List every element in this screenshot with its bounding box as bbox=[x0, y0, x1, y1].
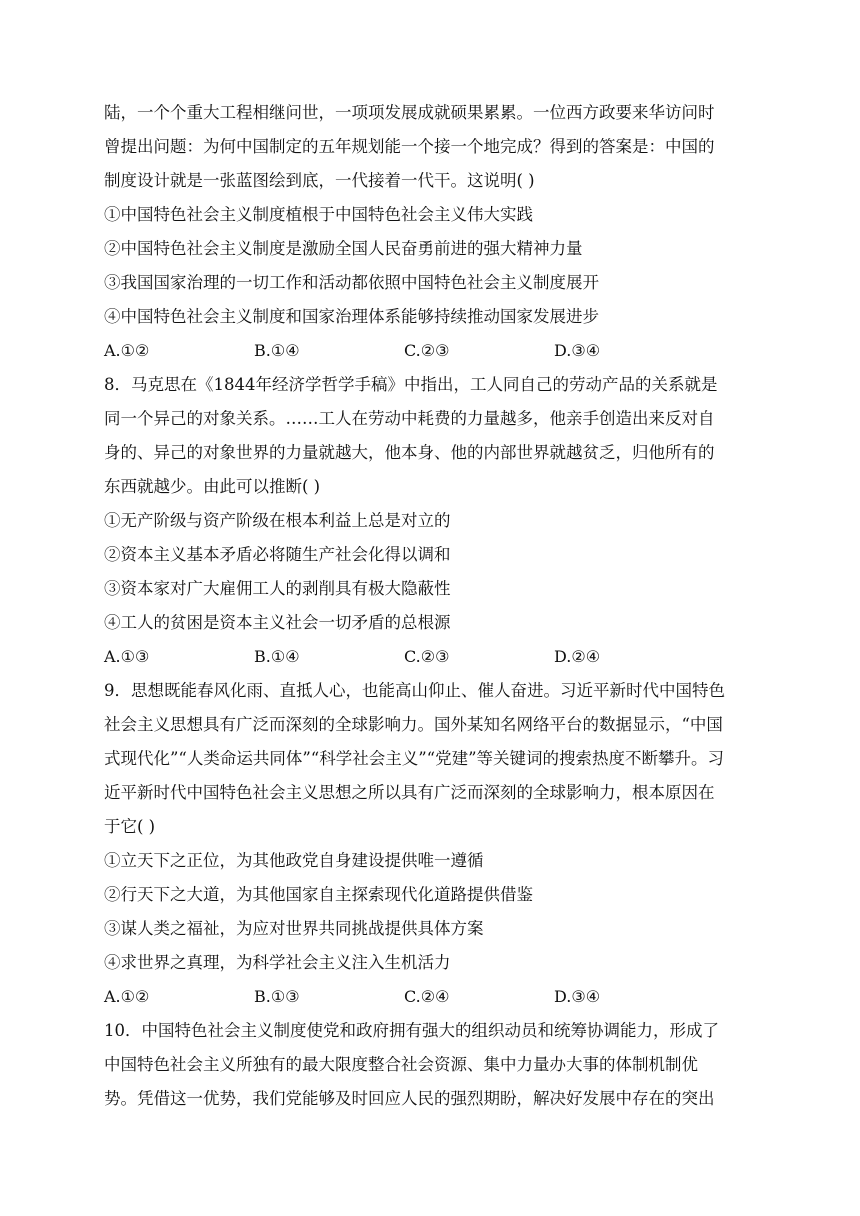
q7-stem-line: 制度设计就是一张蓝图绘到底，一代接着一代干。这说明( ) bbox=[104, 171, 535, 190]
q9-item: ①立天下之正位，为其他政党自身建设提供唯一遵循 bbox=[104, 851, 484, 870]
q10-stem-line: 中国特色社会主义所独有的最大限度整合社会资源、集中力量办大事的体制机制优 bbox=[104, 1055, 698, 1074]
q8-options bbox=[104, 640, 754, 674]
q7-item: ④中国特色社会主义制度和国家治理体系能够持续推动国家发展进步 bbox=[104, 307, 599, 326]
q8-item: ④工人的贫困是资本主义社会一切矛盾的总根源 bbox=[104, 613, 451, 632]
q8-stem-line: 8．马克思在《1844年经济学哲学手稿》中指出，工人同自己的劳动产品的关系就是 bbox=[104, 375, 718, 394]
exam-page bbox=[104, 96, 754, 1116]
q8-item: ②资本主义基本矛盾必将随生产社会化得以调和 bbox=[104, 545, 451, 564]
q7-option-d: D.③④ bbox=[554, 341, 601, 360]
q9-option-a: A.①② bbox=[104, 987, 150, 1006]
q10-stem-line: 10．中国特色社会主义制度使党和政府拥有强大的组织动员和统筹协调能力，形成了 bbox=[104, 1021, 719, 1040]
q7-stem-line: 陆，一个个重大工程相继问世，一项项发展成就硕果累累。一位西方政要来华访问时 bbox=[104, 103, 715, 122]
q8-option-c: C.②③ bbox=[404, 647, 450, 666]
q9-stem-line: 式现代化”“人类命运共同体”“科学社会主义”“党建”等关键词的搜索热度不断攀升。习 bbox=[104, 749, 725, 768]
q7-option-c: C.②③ bbox=[404, 341, 450, 360]
q8-option-d: D.②④ bbox=[554, 647, 601, 666]
q9-stem-line: 近平新时代中国特色社会主义思想之所以具有广泛而深刻的全球影响力，根本原因在 bbox=[104, 783, 715, 802]
q7-option-b: B.①④ bbox=[254, 341, 300, 360]
q9-stem-line: 9．思想既能春风化雨、直抵人心，也能高山仰止、催人奋进。习近平新时代中国特色 bbox=[104, 681, 725, 700]
q8-option-b: B.①④ bbox=[254, 647, 300, 666]
q7-item: ③我国国家治理的一切工作和活动都依照中国特色社会主义制度展开 bbox=[104, 273, 599, 292]
q9-options bbox=[104, 980, 754, 1014]
q9-item: ④求世界之真理，为科学社会主义注入生机活力 bbox=[104, 953, 451, 972]
q8-stem-line: 同一个异己的对象关系。……工人在劳动中耗费的力量越多，他亲手创造出来反对自 bbox=[104, 409, 715, 428]
q9-stem-line: 于它( ) bbox=[104, 817, 156, 836]
q9-option-c: C.②④ bbox=[404, 987, 450, 1006]
q8-stem-line: 身的、异己的对象世界的力量就越大，他本身、他的内部世界就越贫乏，归他所有的 bbox=[104, 443, 715, 462]
q9-stem-line: 社会主义思想具有广泛而深刻的全球影响力。国外某知名网络平台的数据显示，“中国 bbox=[104, 715, 723, 734]
q7-stem-line: 曾提出问题：为何中国制定的五年规划能一个接一个地完成？得到的答案是：中国的 bbox=[104, 137, 715, 156]
q8-item: ①无产阶级与资产阶级在根本利益上总是对立的 bbox=[104, 511, 451, 530]
q8-stem-line: 东西就越少。由此可以推断( ) bbox=[104, 477, 321, 496]
q7-item: ①中国特色社会主义制度植根于中国特色社会主义伟大实践 bbox=[104, 205, 533, 224]
q8-option-a: A.①③ bbox=[104, 647, 150, 666]
q7-item: ②中国特色社会主义制度是激励全国人民奋勇前进的强大精神力量 bbox=[104, 239, 583, 258]
q7-options bbox=[104, 334, 754, 368]
q9-item: ③谋人类之福祉，为应对世界共同挑战提供具体方案 bbox=[104, 919, 484, 938]
q9-option-d: D.③④ bbox=[554, 987, 601, 1006]
q8-item: ③资本家对广大雇佣工人的剥削具有极大隐蔽性 bbox=[104, 579, 451, 598]
q10-stem-line: 势。凭借这一优势，我们党能够及时回应人民的强烈期盼，解决好发展中存在的突出 bbox=[104, 1089, 715, 1108]
q9-option-b: B.①③ bbox=[254, 987, 300, 1006]
q9-item: ②行天下之大道，为其他国家自主探索现代化道路提供借鉴 bbox=[104, 885, 533, 904]
q7-option-a: A.①② bbox=[104, 341, 150, 360]
